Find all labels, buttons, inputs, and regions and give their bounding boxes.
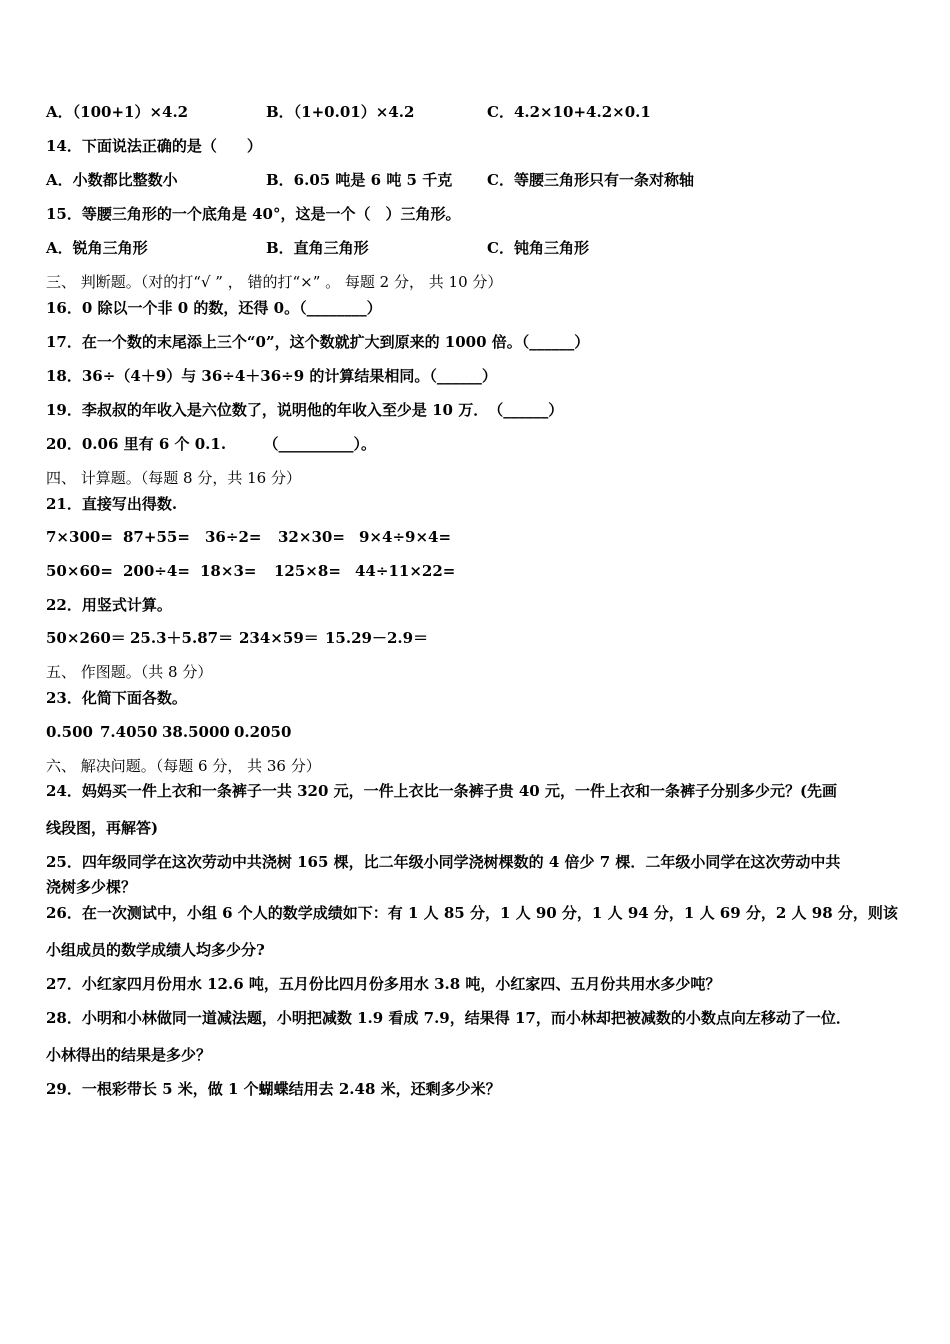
q23-stem: 23．化简下面各数。 — [46, 689, 187, 707]
q14-option-a: A．小数都比整数小 — [46, 171, 178, 189]
q21-item: 44÷11×22= — [355, 562, 456, 580]
q13-option-c: C．4.2×10+4.2×0.1 — [487, 103, 651, 121]
q21-item: 36÷2= — [205, 528, 262, 546]
q15-option-b: B．直角三角形 — [266, 239, 369, 257]
q21-item: 87+55= — [123, 528, 190, 546]
q17: 17．在一个数的末尾添上三个“0”，这个数就扩大到原来的 1000 倍。（______） — [46, 333, 590, 351]
q21-item: 200÷4= — [123, 562, 190, 580]
q21-item: 125×8= — [274, 562, 341, 580]
q23-item: 0.2050 — [234, 723, 292, 741]
q28-line-2: 小林得出的结果是多少？ — [46, 1046, 212, 1064]
q16: 16．0 除以一个非 0 的数，还得 0。（________） — [46, 299, 382, 317]
q21-item: 7×300= — [46, 528, 113, 546]
q25-line-2: 浇树多少棵？ — [46, 878, 137, 896]
section-3-heading: 三、 判断题。（对的打“√ ” ， 错的打“×” 。 每题 2 分， 共 10 分） — [46, 273, 503, 291]
q22-item: 50×260＝ — [46, 629, 126, 647]
q14-option-b: B．6.05 吨是 6 吨 5 千克 — [266, 171, 453, 189]
q27: 27．小红家四月份用水 12.6 吨，五月份比四月份多用水 3.8 吨，小红家四、五月份共用水多少吨？ — [46, 975, 721, 993]
q13-option-a: A．（100+1）×4.2 — [46, 103, 189, 121]
q15-option-a: A．锐角三角形 — [46, 239, 148, 257]
q21-item: 32×30= — [278, 528, 345, 546]
q22-item: 234×59＝ — [239, 629, 319, 647]
q28-line-1: 28．小明和小林做同一道减法题，小明把减数 1.9 看成 7.9，结果得 17，而小林却把被减数的小数点向左移动了一位． — [46, 1009, 851, 1027]
q24-line-1: 24．妈妈买一件上衣和一条裤子一共 320 元，一件上衣比一条裤子贵 40 元，一件上衣和一条裤子分别多少元？(先画 — [46, 782, 838, 800]
q22-item: 25.3＋5.87＝ — [130, 629, 234, 647]
section-5-heading: 五、 作图题。（共 8 分） — [46, 663, 213, 681]
q23-item: 7.4050 — [100, 723, 158, 741]
q19: 19．李叔叔的年收入是六位数了，说明他的年收入至少是 10 万． （______） — [46, 401, 564, 419]
q23-item: 0.500 — [46, 723, 93, 741]
q21-item: 18×3= — [200, 562, 257, 580]
q21-stem: 21．直接写出得数. — [46, 495, 178, 513]
q26-line-1: 26．在一次测试中，小组 6 个人的数学成绩如下：有 1 人 85 分，1 人 90 分，1 人 94 分，1 人 69 分，2 人 98 分，则该 — [46, 904, 898, 922]
section-4-heading: 四、 计算题。（每题 8 分，共 16 分） — [46, 469, 301, 487]
section-6-heading: 六、 解决问题。（每题 6 分， 共 36 分） — [46, 757, 321, 775]
q26-line-2: 小组成员的数学成绩人均多少分? — [46, 941, 265, 959]
q14-stem: 14．下面说法正确的是（ ） — [46, 137, 262, 155]
q20: 20．0.06 里有 6 个 0.1. （__________）。 — [46, 435, 377, 453]
q24-line-2: 线段图，再解答) — [46, 819, 159, 837]
q21-item: 50×60= — [46, 562, 113, 580]
q15-option-c: C．钝角三角形 — [487, 239, 589, 257]
q14-option-c: C．等腰三角形只有一条对称轴 — [487, 171, 694, 189]
q21-item: 9×4÷9×4= — [359, 528, 452, 546]
q15-stem: 15．等腰三角形的一个底角是 40°，这是一个（ ）三角形。 — [46, 205, 461, 223]
q29: 29．一根彩带长 5 米，做 1 个蝴蝶结用去 2.48 米，还剩多少米？ — [46, 1080, 501, 1098]
q18: 18．36÷（4＋9）与 36÷4＋36÷9 的计算结果相同。（______） — [46, 367, 497, 385]
q25-line-1: 25．四年级同学在这次劳动中共浇树 165 棵，比二年级小同学浇树棵数的 4 倍少 7 棵．二年级小同学在这次劳动中共 — [46, 853, 841, 871]
q23-item: 38.5000 — [162, 723, 230, 741]
q13-option-b: B．（1+0.01）×4.2 — [266, 103, 415, 121]
q22-item: 15.29－2.9＝ — [325, 629, 429, 647]
q22-stem: 22．用竖式计算。 — [46, 596, 172, 614]
